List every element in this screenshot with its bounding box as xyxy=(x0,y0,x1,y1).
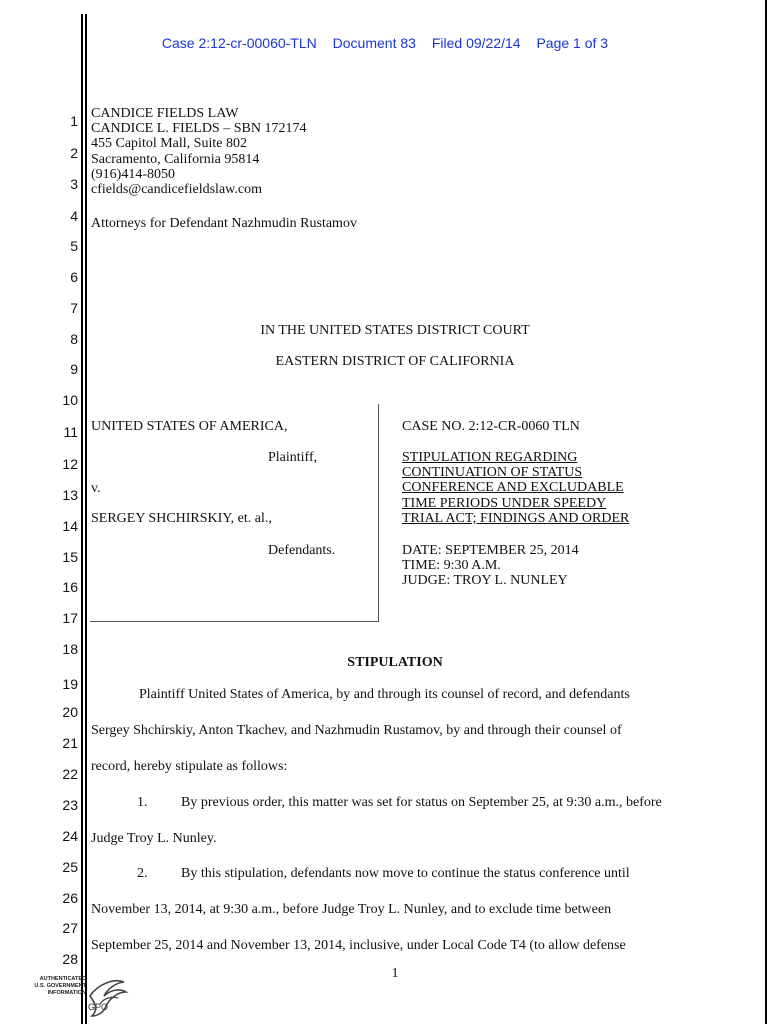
line-number: 25 xyxy=(62,859,78,875)
attorney-block xyxy=(91,106,306,197)
line-number: 2 xyxy=(70,145,78,161)
line-number: 14 xyxy=(62,518,78,534)
line-number: 19 xyxy=(62,676,78,692)
line-number: 17 xyxy=(62,610,78,626)
versus-label: v. xyxy=(91,481,101,496)
line-number: 23 xyxy=(62,797,78,813)
paragraph-line: Sergey Shchirskiy, Anton Tkachev, and Nazhmudin Rustamov, by and through their counsel of xyxy=(91,723,622,738)
hearing-judge: JUDGE: TROY L. NUNLEY xyxy=(402,573,568,589)
gpo-authenticated-seal xyxy=(30,974,130,1024)
line-number: 4 xyxy=(70,208,78,224)
hearing-time: TIME: 9:30 A.M. xyxy=(402,558,501,574)
court-district: EASTERN DISTRICT OF CALIFORNIA xyxy=(275,354,515,369)
line-number: 15 xyxy=(62,549,78,565)
line-number: 16 xyxy=(62,579,78,595)
firm-address-line1: 455 Capitol Mall, Suite 802 xyxy=(91,136,247,152)
case-number: CASE NO. 2:12-CR-0060 TLN xyxy=(402,419,580,434)
seal-text-line: INFORMATION xyxy=(47,990,86,996)
line-number: 22 xyxy=(62,766,78,782)
attorney-role: Attorneys for Defendant Nazhmudin Rustamov xyxy=(91,216,357,231)
paragraph-line: September 25, 2014 and November 13, 2014, inclusive, under Local Code T4 (to allow defense xyxy=(91,938,626,953)
paragraph-line: By previous order, this matter was set for status on September 25, at 9:30 a.m., before xyxy=(181,795,662,810)
paragraph-line: By this stipulation, defendants now move to continue the status conference until xyxy=(181,866,630,881)
line-number: 8 xyxy=(70,331,78,347)
paragraph-line: Judge Troy L. Nunley. xyxy=(91,831,217,846)
plaintiff-label: Plaintiff, xyxy=(268,450,318,465)
caption-divider-vertical xyxy=(378,404,379,622)
line-number: 20 xyxy=(62,704,78,720)
line-number: 1 xyxy=(70,113,78,129)
document-title-line: CONTINUATION OF STATUS xyxy=(402,465,583,481)
seal-text-line: U.S. GOVERNMENT xyxy=(34,983,86,989)
line-number: 26 xyxy=(62,890,78,906)
plaintiff-name: UNITED STATES OF AMERICA, xyxy=(91,419,288,434)
paragraph-line: Plaintiff United States of America, by and through its counsel of record, and defendants xyxy=(139,687,630,702)
right-margin-rule xyxy=(765,0,767,1024)
document-title-line: TIME PERIODS UNDER SPEEDY xyxy=(402,495,607,511)
line-number: 27 xyxy=(62,920,78,936)
attorney-name: CANDICE L. FIELDS – SBN 172174 xyxy=(91,121,307,137)
line-number: 12 xyxy=(62,456,78,472)
left-margin-rule-inner xyxy=(85,14,87,1024)
line-number: 6 xyxy=(70,269,78,285)
document-title-line: TRIAL ACT; FINDINGS AND ORDER xyxy=(402,510,630,526)
line-number: 3 xyxy=(70,176,78,192)
line-number: 28 xyxy=(62,951,78,967)
line-number: 5 xyxy=(70,238,78,254)
header-page-count: Page 1 of 3 xyxy=(536,35,609,51)
defendant-name: SERGEY SHCHIRSKIY, et. al., xyxy=(91,511,272,526)
court-name: IN THE UNITED STATES DISTRICT COURT xyxy=(260,323,530,338)
paragraph-line: November 13, 2014, at 9:30 a.m., before Judge Troy L. Nunley, and to exclude time between xyxy=(91,902,612,917)
document-title-line: STIPULATION REGARDING xyxy=(402,450,578,465)
header-document-number: Document 83 xyxy=(332,35,416,51)
left-margin-rule-outer xyxy=(81,14,83,1024)
defendant-label: Defendants. xyxy=(268,543,336,558)
page-number: 1 xyxy=(391,966,399,981)
firm-email: cfields@candicefieldslaw.com xyxy=(91,182,262,198)
header-case-number: Case 2:12-cr-00060-TLN xyxy=(161,35,317,51)
line-number: 10 xyxy=(62,392,78,408)
hearing-info xyxy=(402,543,579,589)
firm-address-line2: Sacramento, California 95814 xyxy=(91,151,260,167)
header-filed-date: Filed 09/22/14 xyxy=(431,35,521,51)
caption-divider-horizontal xyxy=(90,621,379,622)
paragraph-line: record, hereby stipulate as follows: xyxy=(91,759,288,774)
seal-text-line: AUTHENTICATED xyxy=(39,976,86,982)
firm-phone: (916)414-8050 xyxy=(91,166,175,182)
ecf-header xyxy=(0,35,770,51)
hearing-date: DATE: SEPTEMBER 25, 2014 xyxy=(402,543,579,558)
item-number: 2. xyxy=(137,866,148,881)
document-title xyxy=(402,450,629,526)
line-number: 21 xyxy=(62,735,78,751)
line-number: 13 xyxy=(62,487,78,503)
line-number: 9 xyxy=(70,361,78,377)
line-number: 18 xyxy=(62,641,78,657)
item-number: 1. xyxy=(137,795,148,810)
section-heading: STIPULATION xyxy=(347,655,443,670)
eagle-icon xyxy=(84,974,130,1020)
line-number: 24 xyxy=(62,828,78,844)
firm-name: CANDICE FIELDS LAW xyxy=(91,106,239,121)
document-title-line: CONFERENCE AND EXCLUDABLE xyxy=(402,480,624,496)
seal-mark: GPO xyxy=(88,1002,109,1012)
line-number: 7 xyxy=(70,300,78,316)
line-number: 11 xyxy=(63,424,78,440)
